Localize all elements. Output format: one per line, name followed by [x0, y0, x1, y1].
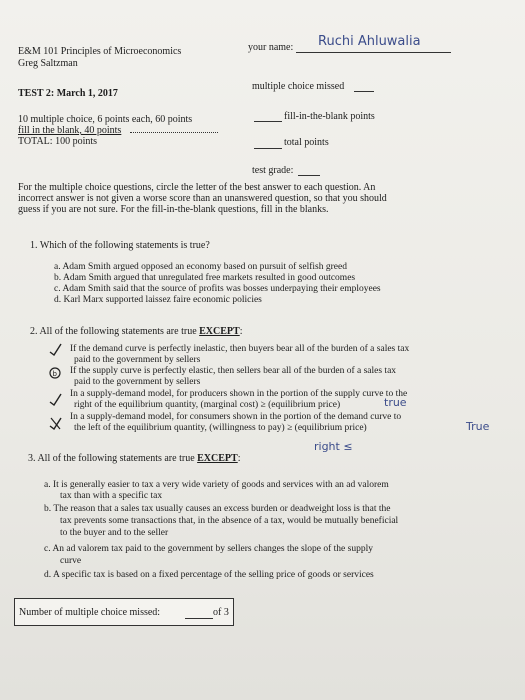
- handwritten-true-2: True: [466, 420, 490, 433]
- instructor-name: Greg Saltzman: [18, 58, 78, 69]
- mc-missed-line: [354, 91, 374, 92]
- q2-option-c-line1[interactable]: In a supply-demand model, for producers shown in the portion of the supply curve to the: [70, 389, 408, 399]
- handwritten-right: right ≤: [314, 440, 353, 453]
- course-title: E&M 101 Principles of Microeconomics: [18, 46, 182, 57]
- check-icon-a: [50, 344, 61, 355]
- test-grade-label: test grade:: [252, 165, 294, 176]
- q3-option-b-line1[interactable]: b. The reason that a sales tax usually causes an excess burden or deadweight loss is that the: [44, 504, 391, 514]
- q2-mark-icons: [47, 342, 65, 430]
- test-title: TEST 2: March 1, 2017: [18, 88, 118, 99]
- instructions-1: For the multiple choice questions, circle the letter of the best answer to each question. An: [18, 182, 376, 193]
- name-label: your name:: [248, 42, 294, 53]
- breakdown-1: 10 multiple choice, 6 points each, 60 points: [18, 114, 193, 125]
- q2-prompt-text: 2. All of the following statements are true: [30, 326, 197, 337]
- q2-option-a-line1[interactable]: If the demand curve is perfectly inelastic, then buyers bear all of the burden of a sales tax: [70, 344, 410, 354]
- breakdown-3: TOTAL: 100 points: [18, 136, 98, 147]
- mc-missed-box-suffix: of 3: [213, 607, 229, 618]
- mc-missed-box: [14, 598, 234, 626]
- circled-b-letter: b: [52, 370, 57, 378]
- q3-except: EXCEPT: [197, 453, 238, 464]
- q1-option-d[interactable]: d. Karl Marx supported laissez faire economic policies: [54, 295, 262, 305]
- q3-prompt: [28, 453, 240, 464]
- q3-option-b-line2: tax prevents some transactions that, in the absence of a tax, would be mutually beneficial: [60, 516, 399, 526]
- fill-points-line: [254, 121, 282, 122]
- q1-option-b[interactable]: b. Adam Smith argued that unregulated free markets resulted in good outcomes: [54, 273, 356, 283]
- total-points-label: total points: [284, 137, 329, 148]
- q2-except: EXCEPT: [199, 326, 240, 337]
- total-points-line: [254, 148, 282, 149]
- fill-points-label: fill-in-the-blank points: [284, 111, 375, 122]
- name-line: [296, 52, 451, 53]
- q3-option-d[interactable]: d. A specific tax is based on a fixed percentage of the selling price of goods or services: [44, 570, 374, 580]
- q2-option-b-line1[interactable]: If the supply curve is perfectly elastic, then sellers bear all of the burden of a sales tax: [70, 366, 397, 376]
- instructions-3: guess if you are not sure. For the fill-in-the-blank questions, fill in the blanks.: [18, 204, 329, 215]
- mc-missed-label: multiple choice missed: [252, 81, 345, 92]
- q1-prompt: 1. Which of the following statements is true?: [30, 240, 210, 251]
- q2-colon: :: [239, 326, 243, 337]
- breakdown-dotted: [130, 132, 218, 133]
- q3-prompt-text: 3. All of the following statements are true: [28, 453, 195, 464]
- q3-colon: :: [237, 453, 241, 464]
- q3-option-b-line3: to the buyer and to the seller: [60, 528, 169, 538]
- q2-option-c-line2: right of the equilibrium quantity, (marginal cost) ≥ (equilibrium price): [74, 400, 341, 410]
- q1-option-a[interactable]: a. Adam Smith argued opposed an economy based on pursuit of selfish greed: [54, 262, 347, 272]
- mc-missed-box-line[interactable]: [185, 618, 213, 619]
- breakdown-2: fill in the blank, 40 points: [18, 125, 122, 136]
- q2-option-d-line1[interactable]: In a supply-demand model, for consumers shown in the portion of the demand curve to: [70, 412, 402, 422]
- handwritten-name: Ruchi Ahluwalia: [318, 34, 421, 49]
- q2-prompt: [30, 326, 242, 337]
- test-grade-line: [298, 175, 320, 176]
- instructions-2: incorrect answer is not given a worse score than an unanswered question, so that you should: [18, 193, 387, 204]
- q2-option-b-line2: paid to the government by sellers: [74, 377, 201, 387]
- q3-option-c-line1[interactable]: c. An ad valorem tax paid to the government by sellers changes the slope of the supply: [44, 544, 373, 554]
- handwritten-true-1: true: [384, 396, 407, 409]
- q3-option-a-line2: tax than with a specific tax: [60, 491, 163, 501]
- q3-option-c-line2: curve: [60, 556, 82, 566]
- q3-option-a-line1[interactable]: a. It is generally easier to tax a very wide variety of goods and services with an ad valorem: [44, 480, 389, 490]
- q2-option-a-line2: paid to the government by sellers: [74, 355, 201, 365]
- q2-option-d-line2: the left of the equilibrium quantity, (willingness to pay) ≥ (equilibrium price): [74, 423, 367, 433]
- check-icon-c: [50, 394, 61, 405]
- mc-missed-box-label: Number of multiple choice missed:: [19, 607, 161, 618]
- q1-option-c[interactable]: c. Adam Smith said that the source of profits was bosses underpaying their employees: [54, 284, 381, 294]
